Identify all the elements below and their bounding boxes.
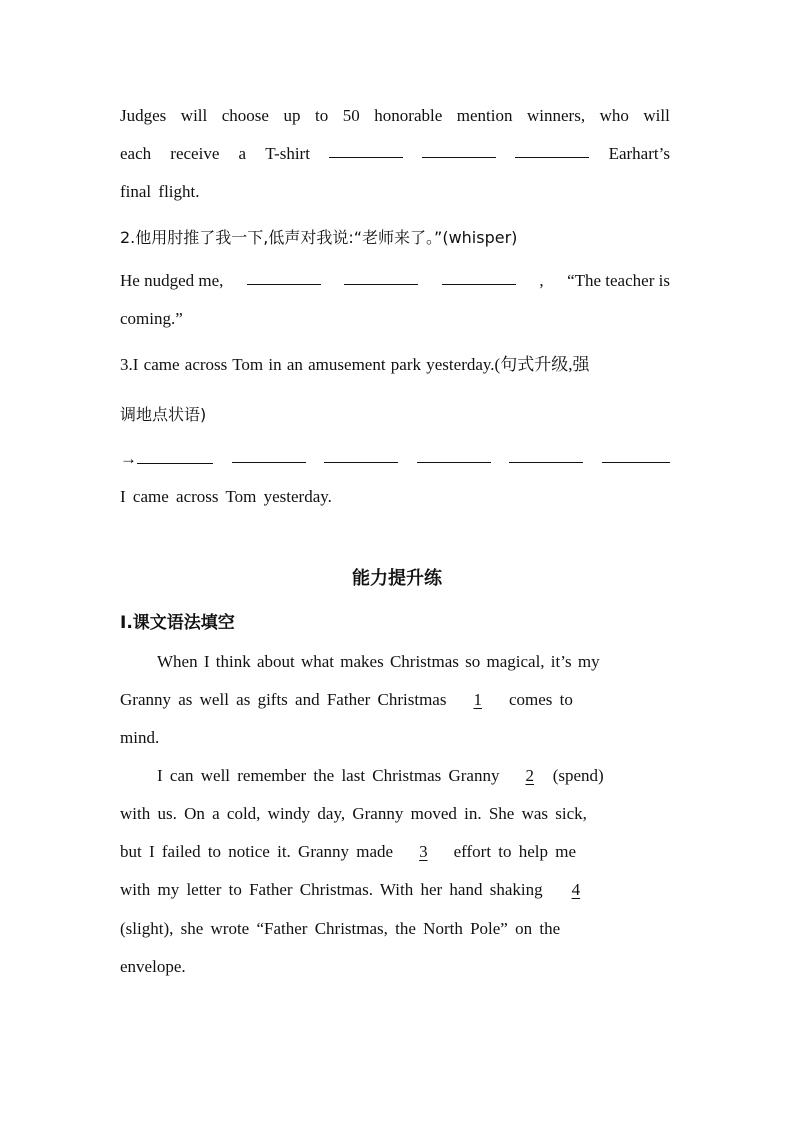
q1-line1-word: winners, [527,106,586,125]
q2-comma: , [539,271,544,290]
p1-line1: When I think about what makes Christmas so magical, it’s my [157,652,600,671]
p2-line1-end: (spend) [552,766,604,785]
p1-line2-end: comes to [508,690,573,709]
q1-line1-word: who [599,106,629,125]
q1-line1-word: to [315,106,329,125]
p1-line3: mind. [120,728,160,747]
q1-line1-word: up [283,106,301,125]
p1-line2-start: Granny as well as gifts and Father Christmas [120,690,447,709]
p2-line5-quote: “Father Christmas, the North Pole” [256,919,508,938]
q3-blank-2[interactable] [232,448,306,463]
q2-line1 [120,270,670,292]
p2-line1-start: I can well remember the last Christmas Granny [157,766,500,785]
q3-blank-1[interactable] [137,449,213,464]
q1-blank-2[interactable] [422,143,496,158]
q3-blank-6[interactable] [602,448,670,463]
p2-line4 [120,879,670,901]
p2-line3-end: effort to help me [453,842,577,861]
p2-line3 [120,841,670,863]
q1-line1-word: 50 [342,106,360,125]
q1-line1-word: Judges [120,106,167,125]
q1-line1-word: will [643,106,670,125]
section-heading: 能力提升练 [352,568,442,589]
p2-line6: envelope. [120,957,186,976]
q2-blank-3[interactable] [442,270,516,285]
q1-line1 [120,105,670,127]
blank-3[interactable]: 3 [419,842,428,861]
q1-blank-1[interactable] [329,143,403,158]
q1-word-receive: receive [170,144,220,163]
part1-title: Ⅰ.课文语法填空 [120,613,235,633]
q3-answer-line [120,448,670,470]
p2-line4-start: with my letter to Father Christmas. With her hand shaking [120,880,543,899]
q3-prompt-line1 [120,354,670,376]
p2-line1 [157,765,670,787]
q1-word-a: a [238,144,247,163]
q3-answer-end: I came across Tom yesterday. [120,487,332,506]
q1-line1-word: mention [456,106,513,125]
blank-4[interactable]: 4 [571,880,581,899]
p2-line2: with us. On a cold, windy day, Granny moved in. She was sick, [120,804,587,823]
arrow-icon: → [120,449,137,468]
q1-line3: final flight. [120,182,200,201]
q3-prompt-text: 3.I came across Tom in an amusement park yesterday.(句式升级,强 [120,355,590,374]
q1-word-each: each [120,144,152,163]
q2-line2: coming.” [120,309,183,328]
p2-line5-end: on the [515,919,561,938]
q2-blank-1[interactable] [247,270,321,285]
q1-line1-word: choose [221,106,269,125]
q1-word-earhart: Earhart’s [608,144,670,163]
q3-blank-3[interactable] [324,448,398,463]
p2-line5-start: (slight), she wrote [120,919,250,938]
q1-line2 [120,143,670,165]
q1-line1-word: honorable [374,106,443,125]
q2-prompt: 2.他用肘推了我一下,低声对我说:“老师来了。”(whisper) [120,228,518,247]
q1-blank-3[interactable] [515,143,589,158]
blank-2[interactable]: 2 [525,766,534,785]
q3-arrow-blank [120,448,213,470]
q3-blank-5[interactable] [509,448,583,463]
p2-line3-start: but I failed to notice it. Granny made [120,842,394,861]
q2-line1-end: “The teacher is [567,271,670,290]
q2-line1-start: He nudged me, [120,271,224,290]
q3-prompt-line2: 调地点状语) [120,405,207,424]
p1-line2 [120,689,670,711]
blank-1[interactable]: 1 [473,690,482,709]
q3-blank-4[interactable] [417,448,491,463]
q2-blank-2[interactable] [344,270,418,285]
p2-line5 [120,918,670,940]
q1-word-tshirt: T-shirt [265,144,310,163]
q1-line1-word: will [180,106,208,125]
